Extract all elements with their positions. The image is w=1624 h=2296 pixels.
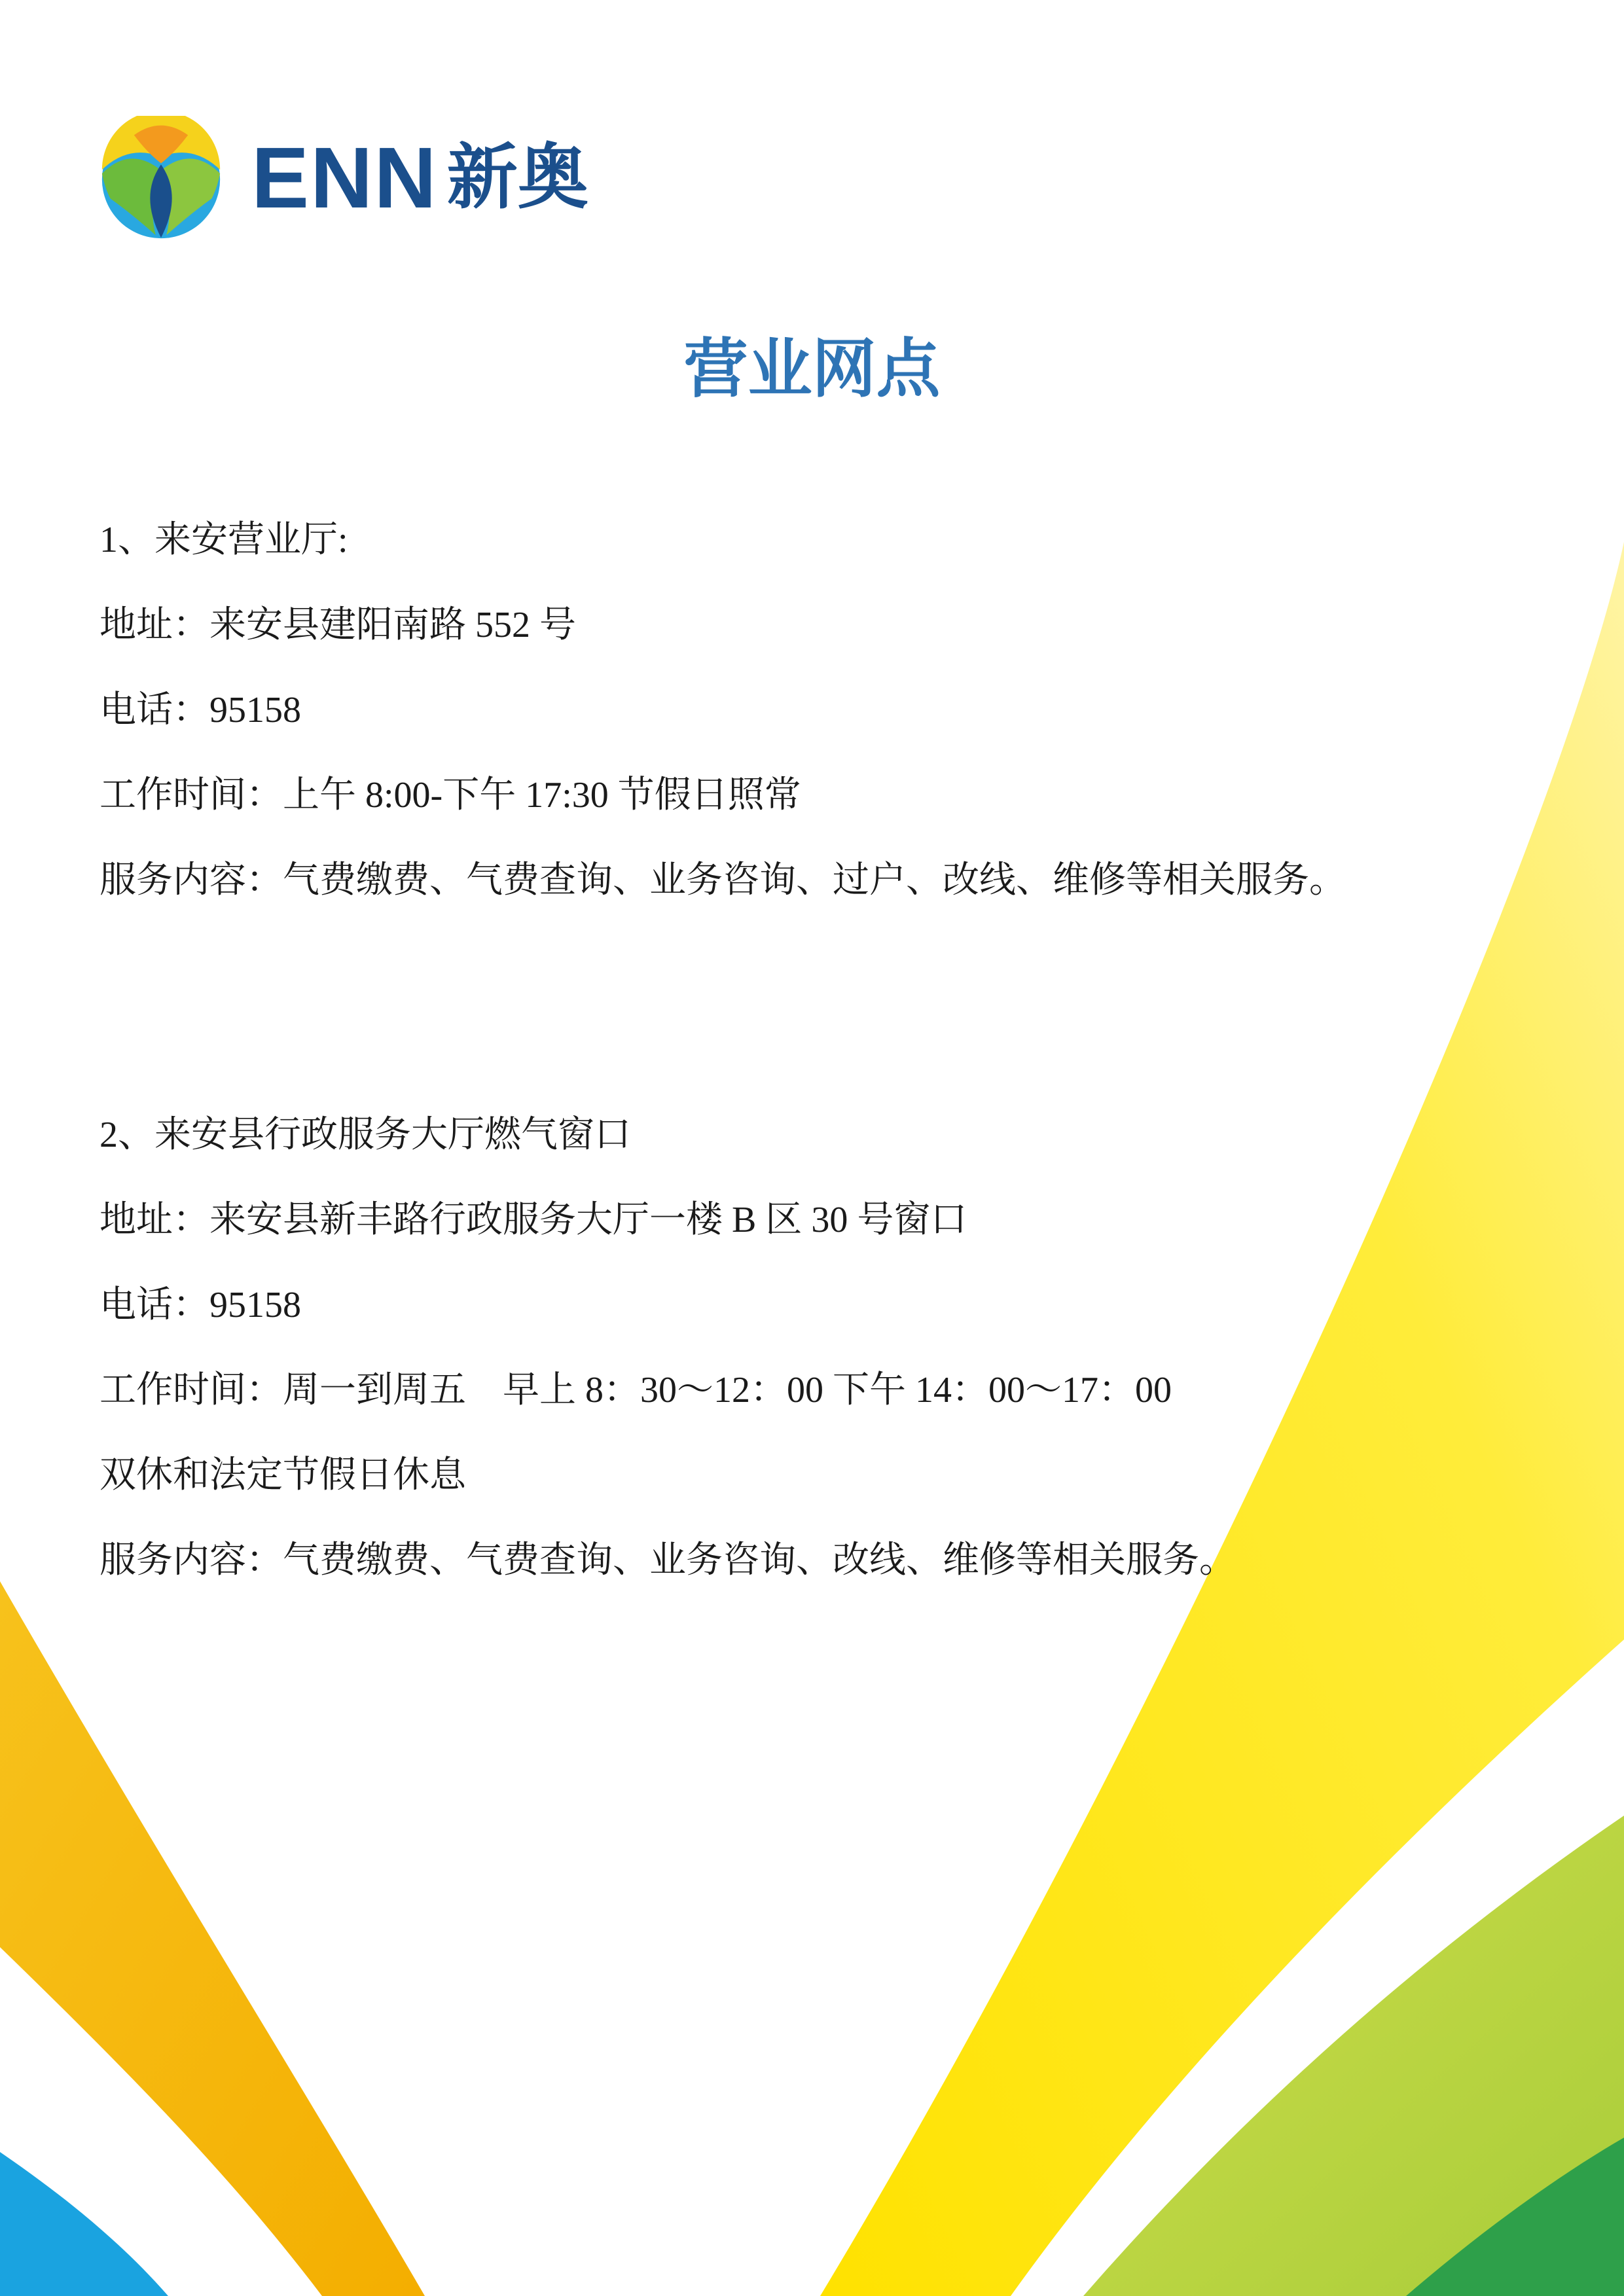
enn-logo — [97, 115, 588, 241]
blue-band — [0, 2152, 168, 2296]
phone-line: 电话：95158 — [99, 1285, 301, 1325]
lotus-logo-icon — [97, 116, 225, 240]
brand-name-cn: 新奥 — [446, 137, 588, 219]
hours-line: 工作时间：周一到周五 早上 8：30～12：00 下午 14：00～17：00 — [99, 1370, 1172, 1410]
brand-name-en: ENN — [251, 130, 438, 226]
section-heading: 2、来安县行政服务大厅燃气窗口 — [99, 1115, 631, 1155]
phone-line: 电话：95158 — [99, 690, 301, 730]
hours-line: 工作时间：上午 8:00-下午 17:30 节假日照常 — [99, 775, 801, 816]
office-section-2 — [99, 1092, 1236, 1603]
services-line: 服务内容：气费缴费、气费查询、业务咨询、过户、改线、维修等相关服务。 — [99, 860, 1346, 901]
section-heading: 1、来安营业厅: — [99, 520, 348, 560]
office-section-1 — [99, 497, 1346, 923]
services-line: 服务内容：气费缴费、气费查询、业务咨询、改线、维修等相关服务。 — [99, 1540, 1236, 1581]
holiday-note-line: 双休和法定节假日休息 — [99, 1455, 466, 1496]
address-line: 地址：来安县建阳南路 552 号 — [99, 605, 576, 645]
orange-band — [0, 1581, 425, 2296]
page-title: 营业网点 — [683, 331, 941, 406]
address-line: 地址：来安县新丰路行政服务大厅一楼 B 区 30 号窗口 — [99, 1200, 967, 1240]
